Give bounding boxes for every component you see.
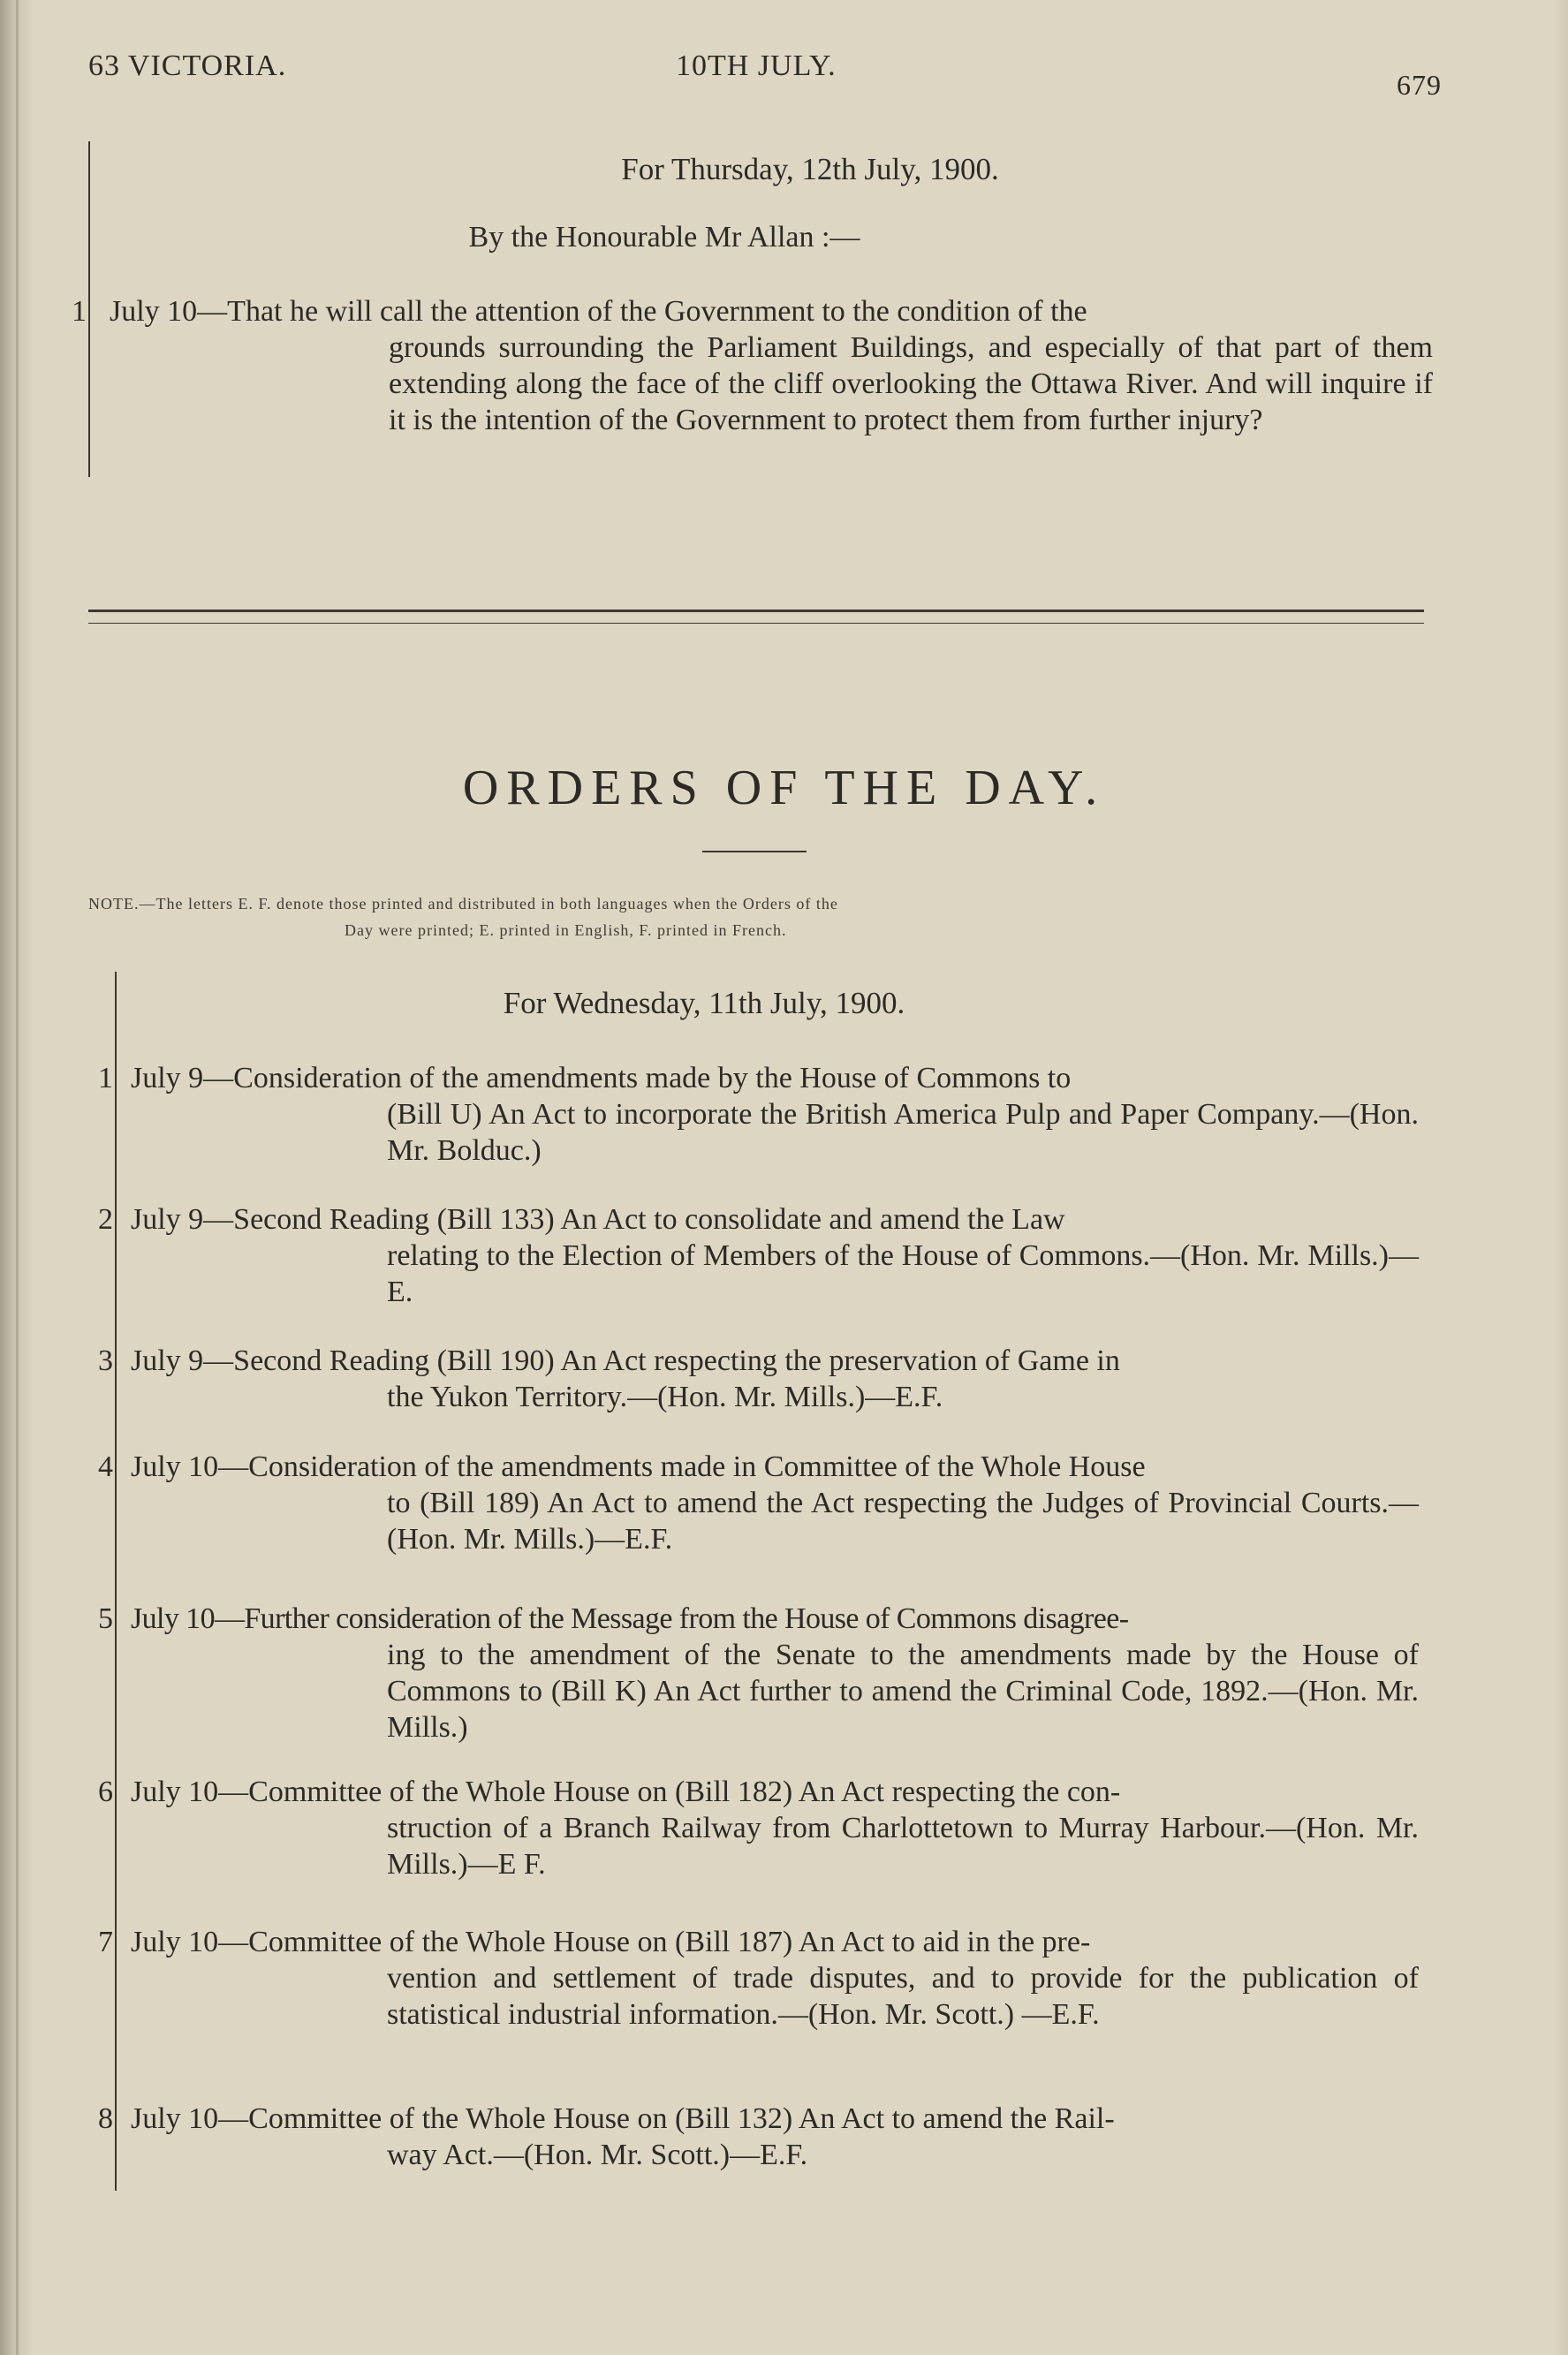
title-underline-rule xyxy=(702,851,807,852)
entry-rest: ing to the amendment of the Senate to the amendments made by the House of Commons to (Bill K) An Act further to amend the Criminal Code, 1892.—(Hon. Mr. Mills.) xyxy=(387,1639,1419,1744)
order-entry xyxy=(98,1774,1433,1882)
entry-number: 5 xyxy=(98,1602,113,1635)
order-entry xyxy=(98,1201,1433,1310)
entry-number: 6 xyxy=(98,1776,113,1808)
entry-head: July 9—Consideration of the amendments made by the House of Commons to xyxy=(131,1062,1072,1094)
orders-date-heading: For Wednesday, 11th July, 1900. xyxy=(503,986,905,1020)
running-head-left: 63 VICTORIA. xyxy=(88,49,287,82)
notice-of-inquiry-section xyxy=(72,141,1433,477)
entry-head: July 10—Consideration of the amendments made in Committee of the Whole House xyxy=(131,1450,1146,1483)
order-entry xyxy=(98,1924,1433,2033)
section-divider-rule xyxy=(88,610,1424,624)
entry-rest: to (Bill 189) An Act to amend the Act respecting the Judges of Provincial Courts.—(Hon. Mr. Mills.)—E.F. xyxy=(387,1487,1419,1556)
order-entry xyxy=(98,1449,1433,1557)
note-line-2: Day were printed; E. printed in English, F. printed in French. xyxy=(345,921,787,939)
entry-head: July 10—Committee of the Whole House on (Bill 132) An Act to amend the Rail- xyxy=(131,2102,1115,2135)
running-head-date: 10TH JULY. xyxy=(676,49,837,82)
entry-number: 1 xyxy=(72,295,87,328)
order-entry xyxy=(98,2101,1433,2173)
order-entry xyxy=(98,1343,1433,1415)
notice-entry xyxy=(72,293,1433,438)
entry-head: July 9—Second Reading (Bill 133) An Act to consolidate and amend the Law xyxy=(131,1203,1065,1236)
entry-head: July 10—Committee of the Whole House on (Bill 187) An Act to aid in the pre- xyxy=(131,1926,1091,1958)
entry-number: 1 xyxy=(98,1062,113,1094)
order-entry xyxy=(98,1601,1433,1745)
entry-rest: relating to the Election of Members of the House of Commons.—(Hon. Mr. Mills.)—E. xyxy=(387,1239,1419,1308)
orders-list xyxy=(98,972,1433,2191)
entry-head: July 9—Second Reading (Bill 190) An Act respecting the preservation of Game in xyxy=(131,1344,1120,1377)
entry-rest: vention and settlement of trade disputes, and to provide for the publication of statistical industrial information.—(Hon. Mr. Scott.) —E.F. xyxy=(387,1962,1419,2031)
entry-rest: (Bill U) An Act to incorporate the British America Pulp and Paper Company.—(Hon. Mr. Bolduc.) xyxy=(387,1098,1419,1167)
order-entry xyxy=(98,1060,1433,1169)
page-number: 679 xyxy=(1397,69,1442,101)
running-head xyxy=(88,46,1449,99)
entry-number: 7 xyxy=(98,1926,113,1958)
entry-head: July 10—Further consideration of the Message from the House of Commons disagree- xyxy=(131,1602,1129,1635)
entry-date: July 10—That xyxy=(110,295,283,328)
entry-number: 3 xyxy=(98,1344,113,1377)
entry-head: July 10—Committee of the Whole House on (Bill 182) An Act respecting the con- xyxy=(131,1776,1121,1808)
orders-of-the-day-title: ORDERS OF THE DAY. xyxy=(462,761,1106,815)
page-right-edge xyxy=(1552,0,1568,2355)
orders-note xyxy=(88,890,1440,943)
entry-number: 2 xyxy=(98,1203,113,1236)
entry-text-rest: grounds surrounding the Parliament Buildings, and especially of that part of them extending along the face of the cliff overlooking the Ottawa River. And will inquire if it is the intention of the Government to protect them from further injury? xyxy=(389,331,1433,436)
entry-number: 8 xyxy=(98,2102,113,2135)
entry-number: 4 xyxy=(98,1450,113,1483)
notice-date-heading: For Thursday, 12th July, 1900. xyxy=(621,152,999,186)
notice-mover: By the Honourable Mr Allan :— xyxy=(468,221,860,254)
entry-rest: struction of a Branch Railway from Charlottetown to Murray Harbour.—(Hon. Mr. Mills.)—E F. xyxy=(387,1812,1419,1881)
entry-rest: way Act.—(Hon. Mr. Scott.)—E.F. xyxy=(387,2139,808,2171)
note-line-1: NOTE.—The letters E. F. denote those printed and distributed in both languages when the Orders of the xyxy=(88,895,838,912)
binding-edge xyxy=(0,0,34,2355)
entry-text-first: he will call the attention of the Government to the condition of the xyxy=(289,295,1087,328)
entry-rest: the Yukon Territory.—(Hon. Mr. Mills.)—E.F. xyxy=(387,1381,943,1413)
